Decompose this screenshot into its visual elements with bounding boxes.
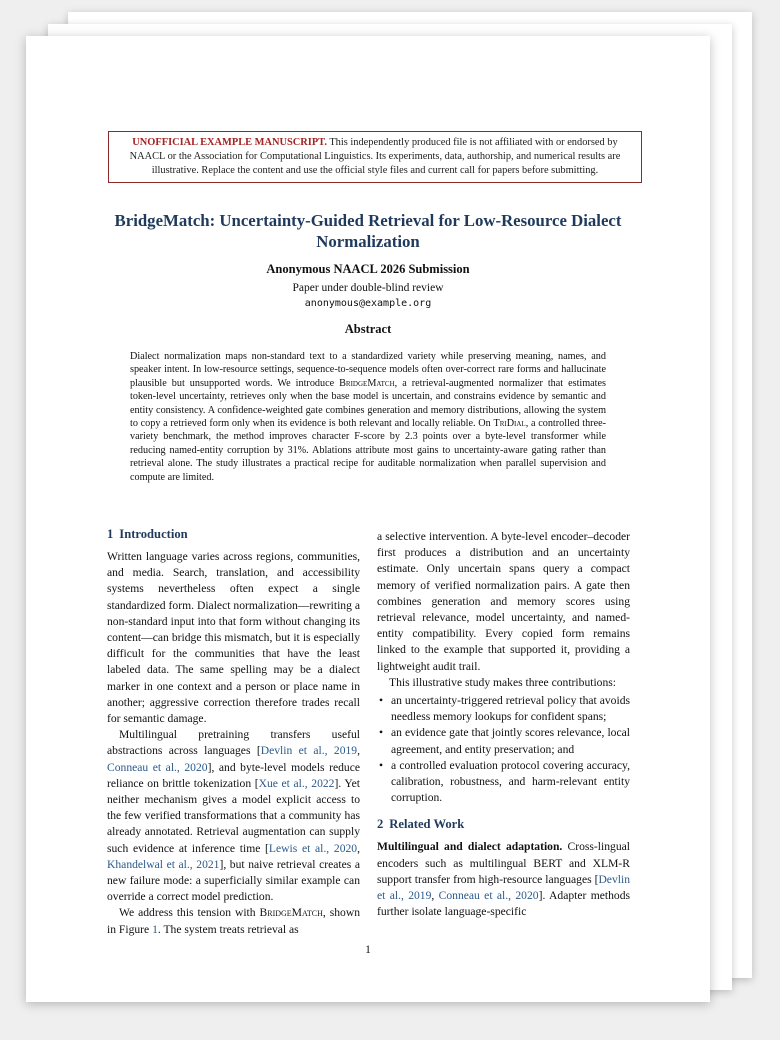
author-line: Anonymous NAACL 2026 Submission: [266, 262, 470, 276]
citation-link[interactable]: Lewis et al., 2020: [268, 841, 358, 855]
contribution-item: • an uncertainty-triggered retrieval policy that avoids needless memory lookups for confident spans;: [377, 693, 630, 725]
citation-link[interactable]: Devlin et al., 2019: [260, 744, 358, 758]
text-span: . The system treats retrieval as: [157, 922, 299, 936]
right-column: [377, 529, 630, 920]
abstract-body: [130, 350, 606, 484]
text-span: ], and byte-level models reduce reliance on brittle tokenization [: [107, 760, 360, 790]
text-span: a selective intervention. A byte-level encoder–decoder first produces a distribution and an uncertainty estimate. Only uncertain spans query a compact memory of verified normalization pairs. A gate then combines generation and memory scores using retrieval relevance, model uncertainty, and named-entity compatibility. Every copied form remains linked to the example that supported it, providing a lightweight audit trail.: [377, 530, 630, 673]
text-span: ]. Adapter methods further isolate language-specific: [377, 889, 630, 919]
paper-title: BridgeMatch: Uncertainty-Guided Retrieval for Low-Resource Dialect Normalization: [114, 211, 622, 251]
page-number: 1: [365, 944, 371, 956]
text-span: Multilingual pretraining transfers useful abstractions across languages [: [107, 728, 360, 758]
text-span: ], but naive retrieval creates a new failure mode: a superficially similar example can override a correct model prediction.: [107, 857, 360, 904]
text-span: ]. Yet neither mechanism gives a model explicit access to the few verified transformations that a community has already annotated. Retrieval augmentation can supply such evidence at inference time [: [107, 776, 360, 855]
citation-link[interactable]: Conneau et al., 2020: [438, 889, 539, 903]
section-heading-introduction: [107, 526, 360, 542]
section-number: 1: [107, 527, 114, 541]
system-name: BridgeMatch: [339, 377, 395, 389]
text-span: ,: [357, 744, 361, 758]
abstract-text-1: Dialect normalization maps non-standard text to a standardized variety while preserving meaning, names, and speaker intent. In low-resource settings, sequence-to-sequence models often over-correct rare forms and hallucinate plausible but unsupported words. We introduce: [130, 351, 606, 389]
disclaimer-box: [108, 131, 642, 183]
intro-paragraph-3-start: [107, 905, 360, 937]
text-span: We address this tension with: [119, 906, 260, 920]
abstract-heading: Abstract: [344, 322, 392, 336]
system-name: BridgeMatch: [259, 906, 323, 920]
benchmark-name: TriDial: [493, 418, 526, 430]
contribution-list: [377, 693, 630, 806]
text-span: ,: [431, 889, 439, 903]
abstract-text-2: , a retrieval-augmented normalizer that estimates token-level uncertainty, retrieves only when the base model is uncertain, and constrains evidence by semantic and entity consistency. A confidence-weighted gate combines generation and memory distributions, allowing the system to copy a retrieved form only when its evidence is both relevant and locally reliable. On: [130, 377, 606, 430]
text-span: , shown in Figure: [107, 906, 360, 936]
intro-paragraph-3-continued: [377, 529, 630, 675]
section-title: Related Work: [389, 817, 465, 832]
citation-link[interactable]: Devlin et al., 2019: [377, 872, 630, 903]
left-column: [107, 526, 360, 938]
intro-paragraph-2: [107, 727, 360, 905]
contribution-item: • a controlled evaluation protocol covering accuracy, calibration, robustness, and harm-relevant entity corruption.: [377, 758, 630, 807]
paragraph-runin-heading: Multilingual and dialect adaptation.: [377, 840, 563, 854]
contribution-item: • an evidence gate that jointly scores relevance, local agreement, and entity preservation; and: [377, 725, 630, 757]
disclaimer-text: This independently produced file is not affiliated with or endorsed by NAACL or the Association for Computational Linguistics. Its experiments, data, authorship, and numerical results are illustrative. Replace the content and use the official style files and current call for papers before submitting.: [129, 137, 621, 176]
citation-link[interactable]: Conneau et al., 2020: [107, 760, 208, 774]
contributions-lead: This illustrative study makes three contributions:: [389, 675, 617, 689]
abstract-text-3: , a controlled three-variety benchmark, the method improves character F-score by 2.3 points over a byte-level transformer while reducing named-entity corruption by 31%. Ablations attribute most gains to uncertainty-aware gating rather than retrieval alone. The study illustrates a practical recipe for auditable normalization when parallel supervision and compute are limited.: [130, 418, 607, 483]
citation-link[interactable]: Khandelwal et al., 2021: [107, 857, 220, 871]
intro-paragraph-1: Written language varies across regions, communities, and media. Search, translation, and accessibility systems nevertheless often expect a single standardized form. Dialect normalization—rewriting a non-standard input into that form without changing its content—can bridge this mismatch, but it is especially difficult for the communities that have the least labeled data. The same spelling may be a dialect marker in one context and a person or place name in another; aggressive correction therefore trades recall for semantic damage.: [107, 550, 360, 726]
section-number: 2: [377, 817, 384, 832]
author-email: anonymous@example.org: [304, 298, 432, 309]
related-paragraph-1: [377, 839, 630, 920]
text-span: Cross-lingual encoders such as multilingual BERT and XLM-R support transfer from high-resource languages [: [377, 840, 630, 886]
text-span: ,: [357, 841, 360, 855]
section-heading-related-work: [377, 816, 630, 832]
disclaimer-highlight: UNOFFICIAL EXAMPLE MANUSCRIPT.: [132, 137, 327, 148]
paper-page: [26, 36, 710, 1002]
figure-reference-link[interactable]: 1: [152, 922, 158, 936]
citation-link[interactable]: Xue et al., 2022: [258, 776, 335, 790]
section-title: Introduction: [119, 527, 188, 541]
affiliation-line: Paper under double-blind review: [292, 282, 444, 294]
